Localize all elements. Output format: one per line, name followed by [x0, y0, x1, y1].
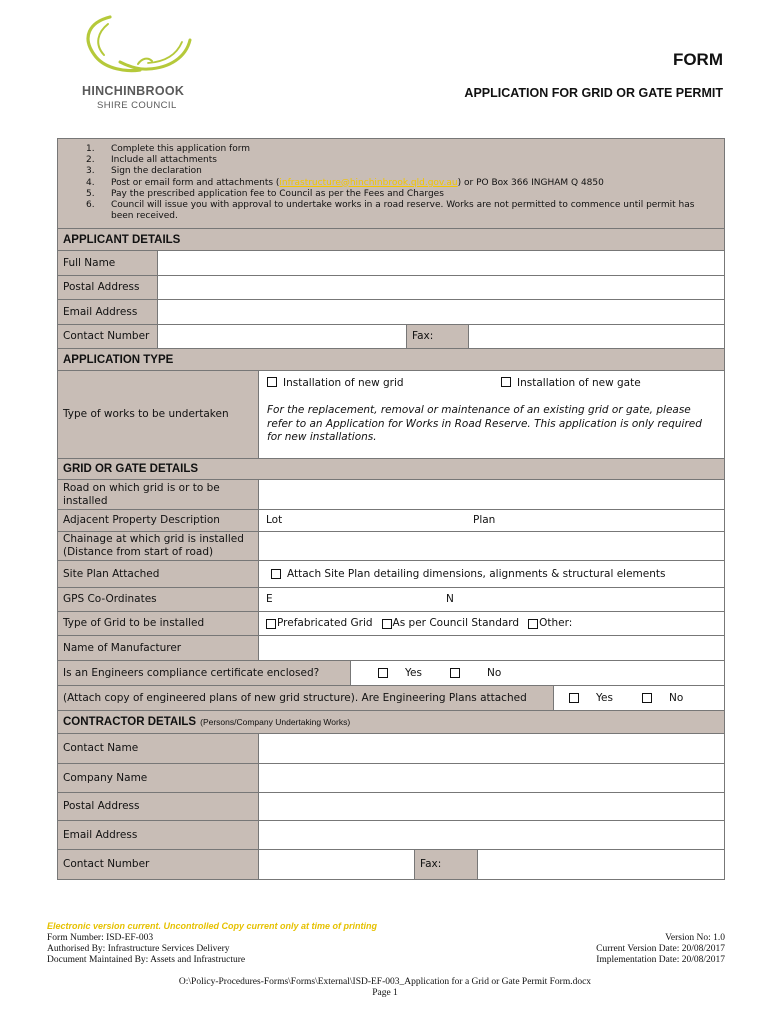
engineering-plans-options [554, 686, 724, 710]
applicant-postal-row [58, 276, 724, 300]
contractor-postal-address-field[interactable] [259, 793, 724, 820]
page-number: Page 1 [372, 988, 398, 998]
email-address-field[interactable] [158, 300, 724, 324]
contractor-contact-number-field[interactable] [259, 850, 415, 879]
grid-type-label: Type of Grid to be installed [58, 612, 259, 635]
works-type-note: For the replacement, removal or maintenance of an existing grid or gate, please refer to an Application for Works in Road Reserve. This application is only required for new installations. [267, 404, 702, 443]
new-grid-checkbox[interactable] [267, 377, 277, 387]
works-type-label: Type of works to be undertaken [58, 371, 259, 458]
contractor-contact-number-row [58, 850, 724, 880]
adjacent-property-field[interactable] [259, 510, 724, 531]
section-applicant-details: APPLICANT DETAILS [58, 229, 724, 251]
contact-number-label: Contact Number [58, 325, 158, 348]
instruction-item: 2. Include all attachments [86, 155, 217, 166]
road-row [58, 480, 724, 510]
plan-label: Plan [473, 514, 496, 526]
contractor-fax-field[interactable] [478, 850, 724, 879]
footer-left [47, 933, 245, 966]
section-grid-gate-details: GRID OR GATE DETAILS [58, 459, 724, 480]
engineer-certificate-row [58, 661, 724, 686]
works-type-checkboxes [267, 377, 716, 390]
footer-path [0, 977, 770, 999]
engineer-no-label: No [487, 666, 502, 679]
plans-yes-label: Yes [596, 691, 613, 704]
postal-address-label: Postal Address [58, 276, 158, 299]
manufacturer-row [58, 636, 724, 661]
new-gate-checkbox[interactable] [501, 377, 511, 387]
lot-label: Lot [266, 514, 283, 526]
applicant-contact-row [58, 325, 724, 349]
road-label: Road on which grid is or to be installed [58, 480, 259, 509]
manufacturer-field[interactable] [259, 636, 724, 660]
page-title: APPLICATION FOR GRID OR GATE PERMIT [464, 86, 723, 100]
other-label: Other: [539, 617, 573, 629]
implementation-date: Implementation Date: 20/08/2017 [596, 955, 725, 965]
engineering-plans-label: (Attach copy of engineered plans of new grid structure). Are Engineering Plans attached [58, 686, 554, 710]
new-gate-label: Installation of new gate [517, 377, 641, 389]
gps-row [58, 588, 724, 612]
instruction-item: 6. Council will issue you with approval to undertake works in a road reserve. Works are not permitted to commence until permit has been received. [86, 200, 695, 222]
contractor-contact-name-field[interactable] [259, 734, 724, 763]
site-plan-checkbox[interactable] [271, 569, 281, 579]
contractor-contact-number-label: Contact Number [58, 850, 259, 879]
version-number: Version No: 1.0 [665, 933, 725, 943]
authorised-by: Authorised By: Infrastructure Services Delivery [47, 944, 230, 954]
grid-type-options [259, 612, 724, 635]
council-standard-checkbox[interactable] [382, 619, 392, 629]
adjacent-property-label: Adjacent Property Description [58, 510, 259, 531]
org-subtitle: SHIRE COUNCIL [97, 100, 177, 111]
section-application-type: APPLICATION TYPE [58, 349, 724, 371]
contractor-contact-name-label: Contact Name [58, 734, 259, 763]
email-address-label: Email Address [58, 300, 158, 324]
engineering-plans-row [58, 686, 724, 711]
uncontrolled-copy-notice: Electronic version current. Uncontrolled Copy current only at time of printing [47, 921, 378, 931]
plans-no-checkbox[interactable] [642, 693, 652, 703]
plans-yes-checkbox[interactable] [569, 693, 579, 703]
prefabricated-checkbox[interactable] [266, 619, 276, 629]
org-name: HINCHINBROOK [82, 84, 185, 98]
plans-no-label: No [669, 691, 684, 704]
council-standard-label: As per Council Standard [392, 617, 520, 629]
gps-field[interactable] [259, 588, 724, 611]
document-path: O:\Policy-Procedures-Forms\Forms\External\ISD-EF-003_Application for a Grid or Gate Permit Form.docx [178, 977, 592, 987]
form-label: FORM [672, 50, 723, 69]
gps-label: GPS Co-Ordinates [58, 588, 259, 611]
engineer-no-checkbox[interactable] [450, 668, 460, 678]
engineer-yes-checkbox[interactable] [378, 668, 388, 678]
contractor-postal-address-label: Postal Address [58, 793, 259, 820]
instruction-item: 1. Complete this application form [86, 144, 251, 154]
contractor-company-row [58, 764, 724, 793]
instruction-item: 5. Pay the prescribed application fee to Council as per the Fees and Charges [86, 188, 444, 199]
contact-number-field[interactable] [158, 325, 407, 348]
works-type-options [259, 371, 724, 458]
applicant-full-name-row [58, 251, 724, 276]
contractor-email-row [58, 821, 724, 850]
application-form-table [57, 229, 725, 880]
grid-type-row [58, 612, 724, 636]
email-link[interactable]: infrastructure@hinchinbrook.qld.gov.au [279, 177, 458, 188]
maintained-by: Document Maintained By: Assets and Infrastructure [47, 955, 246, 965]
company-name-label: Company Name [58, 764, 259, 792]
company-name-field[interactable] [259, 764, 724, 792]
engineer-certificate-label: Is an Engineers compliance certificate enclosed? [58, 661, 351, 685]
instructions-box [57, 138, 725, 229]
application-type-row [58, 371, 724, 459]
site-plan-options [259, 561, 724, 587]
prefabricated-label: Prefabricated Grid [277, 617, 373, 629]
site-plan-option-label: Attach Site Plan detailing dimensions, alignments & structural elements [287, 567, 666, 580]
applicant-email-row [58, 300, 724, 325]
road-field[interactable] [259, 480, 724, 509]
contractor-postal-row [58, 793, 724, 821]
chainage-field[interactable] [259, 532, 724, 560]
postal-address-field[interactable] [158, 276, 724, 299]
other-checkbox[interactable] [528, 619, 538, 629]
contractor-contact-name-row [58, 734, 724, 764]
contractor-email-label: Email Address [58, 821, 259, 849]
full-name-field[interactable] [158, 251, 724, 275]
site-plan-label: Site Plan Attached [58, 561, 259, 587]
fax-label: Fax: [407, 325, 469, 348]
site-plan-row [58, 561, 724, 588]
manufacturer-label: Name of Manufacturer [58, 636, 259, 660]
instruction-item: 3. Sign the declaration [86, 166, 202, 177]
engineer-yes-label: Yes [405, 666, 422, 679]
section-contractor-details: CONTRACTOR DETAILS (Persons/Company Undertaking Works) [58, 711, 724, 734]
fax-field[interactable] [469, 325, 724, 348]
instruction-item: 4. Post or email form and attachments (infrastructure@hinchinbrook.qld.gov.au) or PO Box 366 INGHAM Q 4850 [86, 177, 604, 188]
adjacent-property-row [58, 510, 724, 532]
full-name-label: Full Name [58, 251, 158, 275]
engineer-certificate-options [351, 661, 724, 685]
contractor-fax-label: Fax: [415, 850, 478, 879]
gps-e-label: E [266, 593, 273, 605]
gps-n-label: N [446, 593, 454, 605]
form-number: Form Number: ISD-EF-003 [47, 933, 154, 943]
footer-right [596, 933, 725, 966]
contractor-email-field[interactable] [259, 821, 724, 849]
chainage-row [58, 532, 724, 561]
chainage-label: Chainage at which grid is installed (Distance from start of road) [58, 532, 259, 560]
current-version-date: Current Version Date: 20/08/2017 [596, 944, 725, 954]
new-grid-label: Installation of new grid [283, 377, 404, 389]
